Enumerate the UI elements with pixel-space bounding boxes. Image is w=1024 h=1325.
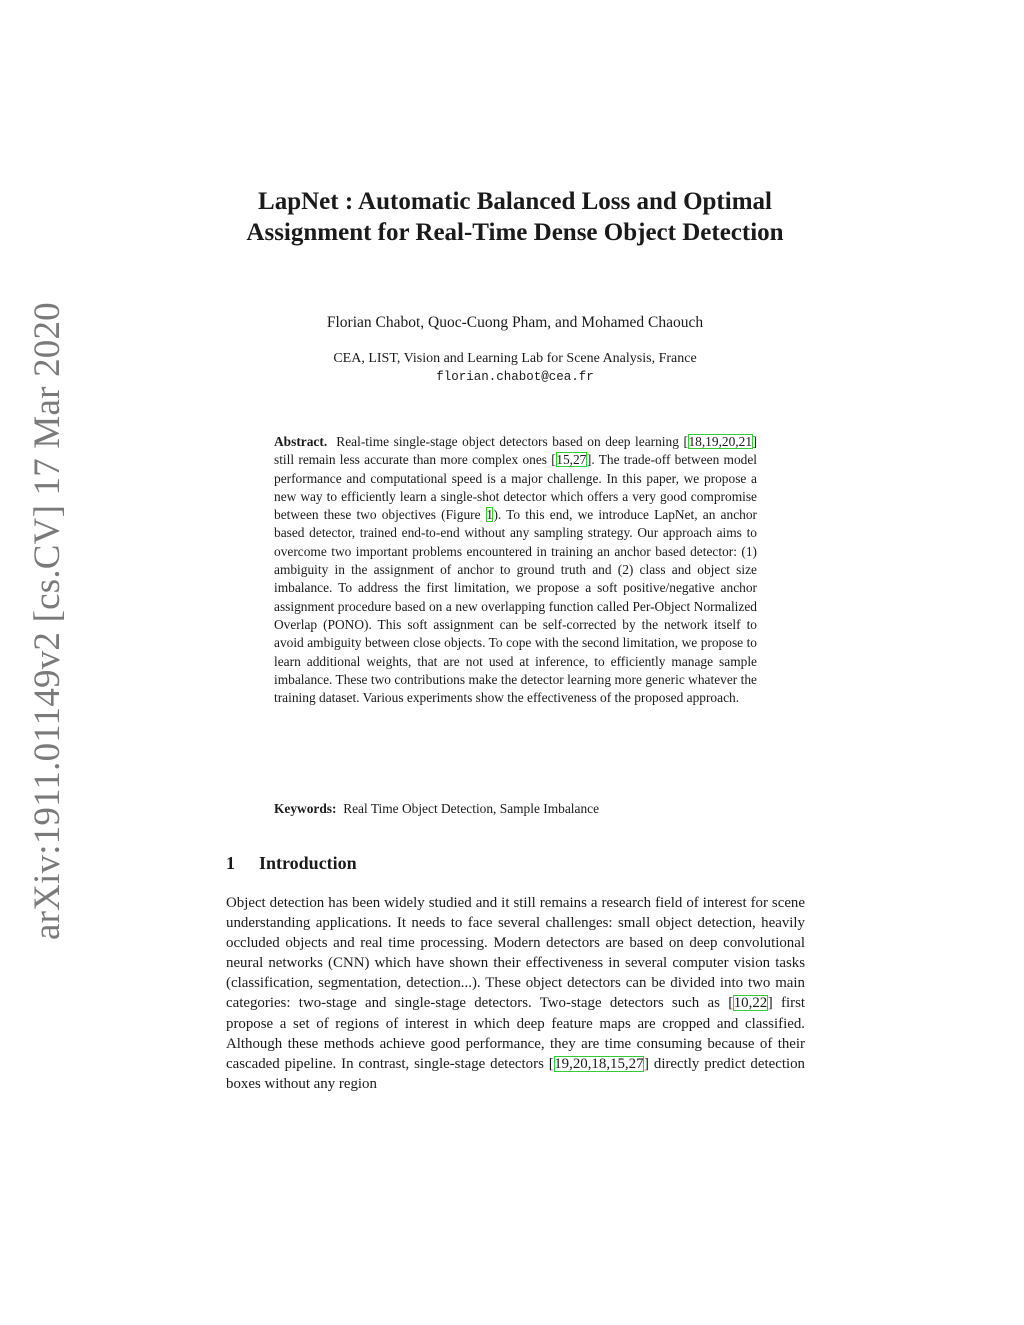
abstract-text-1: Real-time single-stage object detectors based on deep learning [336,434,679,449]
abstract-label: Abstract. [274,434,328,449]
arxiv-identifier-stamp: arXiv:1911.01149v2 [cs.CV] 17 Mar 2020 [27,302,68,940]
abstract-text-4: ). To this end, we introduce LapNet, an anchor based detector, trained end-to-end without any sampling strategy. Our approach aims to overcome two important problems encountered in training an anchor based detector: (1) ambiguity in the assignment of anchor to ground truth and (2) class and object size imbalance. To address the first limitation, we propose a soft positive/negative anchor assignment procedure based on a new overlapping function called Per-Object Normalized Overlap (PONO). This soft assignment can be self-corrected by the network itself to avoid ambiguity between close objects. To cope with the second limitation, we propose to learn additional weights, that are not used at inference, to efficiently manage sample imbalance. These two contributions make the detector learning more generic whatever the training dataset. Various experiments show the effectiveness of the proposed approach. [274,507,757,706]
citation-link[interactable]: 19,20,18,15,27 [554,1055,644,1072]
citation-link[interactable]: 15,27 [556,452,587,468]
section-number: 1 [226,853,235,873]
affiliation-block [200,349,830,387]
author-email-link[interactable]: florian.chabot@cea.fr [436,370,594,384]
intro-text-1: Object detection has been widely studied and it still remains a research field of interest for scene understanding applications. It needs to face several challenges: small object detection, heavily occluded objects and real time processing. Modern detectors are based on deep convolutional neural networks (CNN) which have shown their effectiveness in several computer vision tasks (classification, segmentation, detection...). These object detectors can be divided into two main categories: two-stage and single-stage detectors. Two-stage detectors such as [226,895,805,1012]
abstract: Abstract. Real-time single-stage object detectors based on deep learning [18,19,20,21] still remain less accurate than more complex ones [15,27]. The trade-off between model performance and computational speed is a major challenge. In this paper, we propose a new way to efficiently learn a single-shot detector which offers a very good compromise between these two objectives (Figure 1). To this end, we introduce LapNet, an anchor based detector, trained end-to-end without any sampling strategy. Our approach aims to overcome two important problems encountered in training an anchor based detector: (1) ambiguity in the assignment of anchor to ground truth and (2) class and object size imbalance. To address the first limitation, we propose a soft positive/negative anchor assignment procedure based on a new overlapping function called Per-Object Normalized Overlap (PONO). This soft assignment can be self-corrected by the network itself to avoid ambiguity between close objects. To cope with the second limitation, we propose to learn additional weights, that are not used at inference, to efficiently manage sample imbalance. These two contributions make the detector learning more generic whatever the training dataset. Various experiments show the effectiveness of the proposed approach. [274,434,758,706]
keywords-label: Keywords: [274,801,337,816]
keywords-text: Real Time Object Detection, Sample Imbalance [343,801,600,816]
section-title: Introduction [259,853,357,873]
abstract-text-2: still remain less accurate than more complex ones [274,452,548,468]
citation-link[interactable]: 10,22 [733,995,768,1012]
introduction-paragraph: Object detection has been widely studied and it still remains a research field of interest for scene understanding applications. It needs to face several challenges: small object detection, heavily occluded objects and real time processing. Modern detectors are based on deep convolutional neural networks (CNN) which have shown their effectiveness in several computer vision tasks (classification, segmentation, detection...). These object detectors can be divided into two main categories: two-stage and single-stage detectors. Two-stage detectors such as [10,22] first propose a set of regions of interest in which deep feature maps are cropped and classified. Although these methods achieve good performance, they are time consuming because of their cascaded pipeline. In contrast, single-stage detectors [19,20,18,15,27] directly predict detection boxes without any region [226,895,806,1092]
intro-text-2: first propose a set of regions of interest in which deep feature maps are cropped and classified. Although these methods achieve good performance, they are time consuming because of their cascaded pipeline. In contrast, single-stage detectors [226,995,806,1072]
keywords [274,800,757,818]
affiliation: CEA, LIST, Vision and Learning Lab for Scene Analysis, France [333,351,697,366]
abstract-text-3: . The trade-off between model performance and computational speed is a major challenge. In this paper, we propose a new way to efficiently learn a single-shot detector which offers a very good compromise between these two objectives (Figure [274,452,758,523]
intro-text-3: directly predict detection boxes without any region [226,1055,805,1092]
paper-title: LapNet : Automatic Balanced Loss and Optimal Assignment for Real-Time Dense Object Detection [246,188,784,246]
author-list: Florian Chabot, Quoc-Cuong Pham, and Mohamed Chaouch [326,314,704,331]
figure-reference-link[interactable]: 1 [486,507,493,523]
citation-link[interactable]: 18,19,20,21 [688,434,753,449]
section-heading-introduction [226,851,806,875]
